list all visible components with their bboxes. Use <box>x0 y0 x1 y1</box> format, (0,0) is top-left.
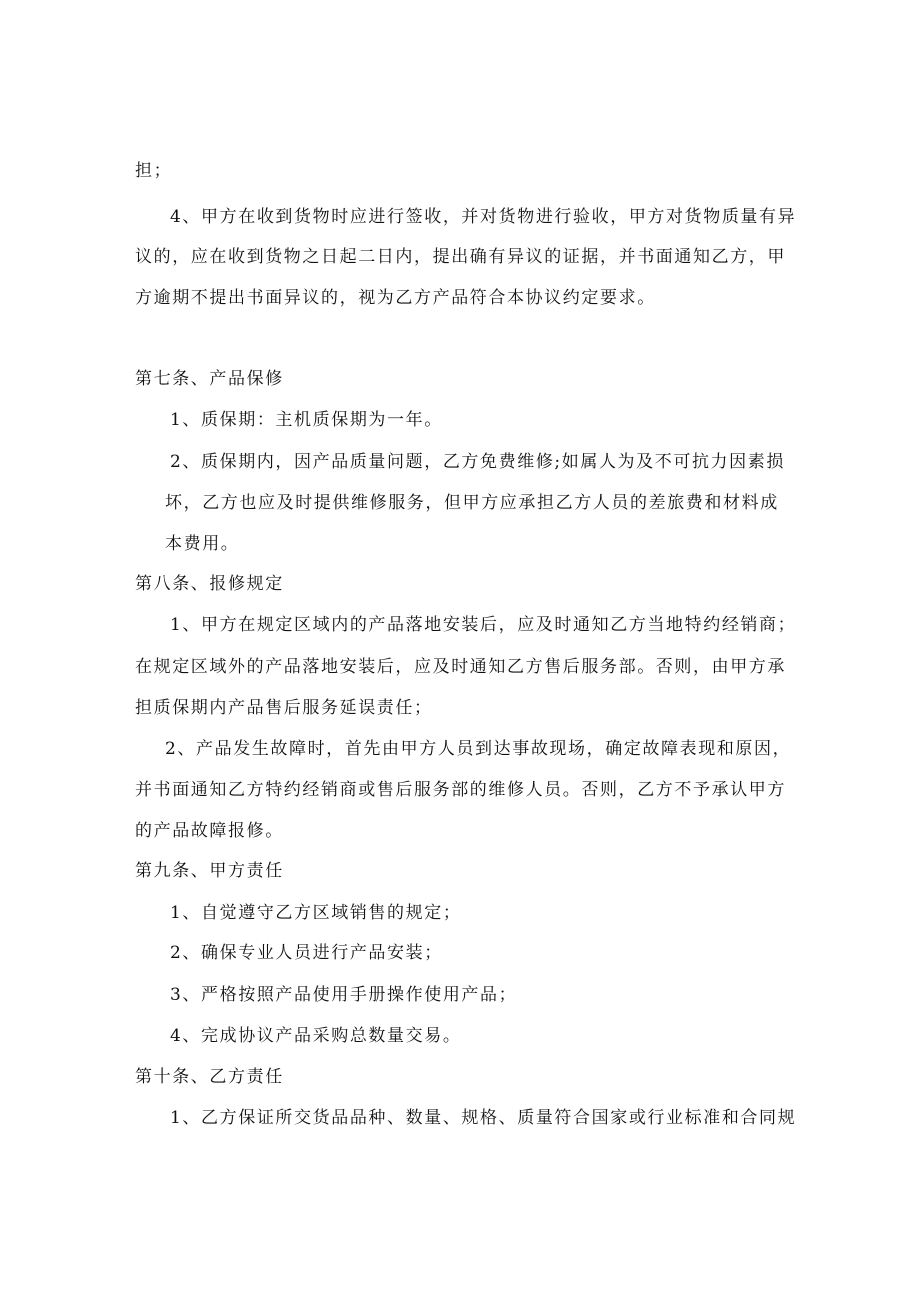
text-line: 3、严格按照产品使用手册操作使用产品； <box>170 985 518 1005</box>
text-line: 方逾期不提出书面异议的，视为乙方产品符合本协议约定要求。 <box>135 288 656 308</box>
text-line: 的产品故障报修。 <box>135 821 284 841</box>
text-line: 本费用。 <box>165 534 240 554</box>
text-line: 并书面通知乙方特约经销商或售后服务部的维修人员。否则，乙方不予承认甲方 <box>135 780 786 800</box>
text-line: 1、自觉遵守乙方区域销售的规定； <box>170 903 462 923</box>
text-line: 在规定区域外的产品落地安装后，应及时通知乙方售后服务部。否则，由甲方承 <box>135 657 786 677</box>
text-line: 1、甲方在规定区域内的产品落地安装后，应及时通知乙方当地特约经销商； <box>170 615 797 635</box>
text-line: 坏，乙方也应及时提供维修服务，但甲方应承担乙方人员的差旅费和材料成 <box>165 493 779 513</box>
text-line: 议的，应在收到货物之日起二日内，提出确有异议的证据，并书面通知乙方，甲 <box>135 247 786 267</box>
text-line: 1、质保期：主机质保期为一年。 <box>170 410 443 430</box>
text-line: 4、完成协议产品采购总数量交易。 <box>170 1026 462 1046</box>
section-heading: 第十条、乙方责任 <box>135 1067 284 1087</box>
section-heading: 第八条、报修规定 <box>135 574 284 594</box>
text-line: 4、甲方在收到货物时应进行签收，并对货物进行验收，甲方对货物质量有异 <box>170 207 797 227</box>
text-line: 担； <box>135 161 173 181</box>
section-heading: 第七条、产品保修 <box>135 369 284 389</box>
text-line: 2、质保期内，因产品质量问题，乙方免费维修;如属人为及不可抗力因素损 <box>170 452 785 472</box>
section-heading: 第九条、甲方责任 <box>135 861 284 881</box>
text-line: 2、产品发生故障时，首先由甲方人员到达事故现场，确定故障表现和原因， <box>165 739 792 759</box>
text-line: 担质保期内产品售后服务延误责任； <box>135 698 433 718</box>
text-line: 2、确保专业人员进行产品安装； <box>170 943 443 963</box>
text-line: 1、乙方保证所交货品品种、数量、规格、质量符合国家或行业标准和合同规 <box>170 1108 797 1128</box>
